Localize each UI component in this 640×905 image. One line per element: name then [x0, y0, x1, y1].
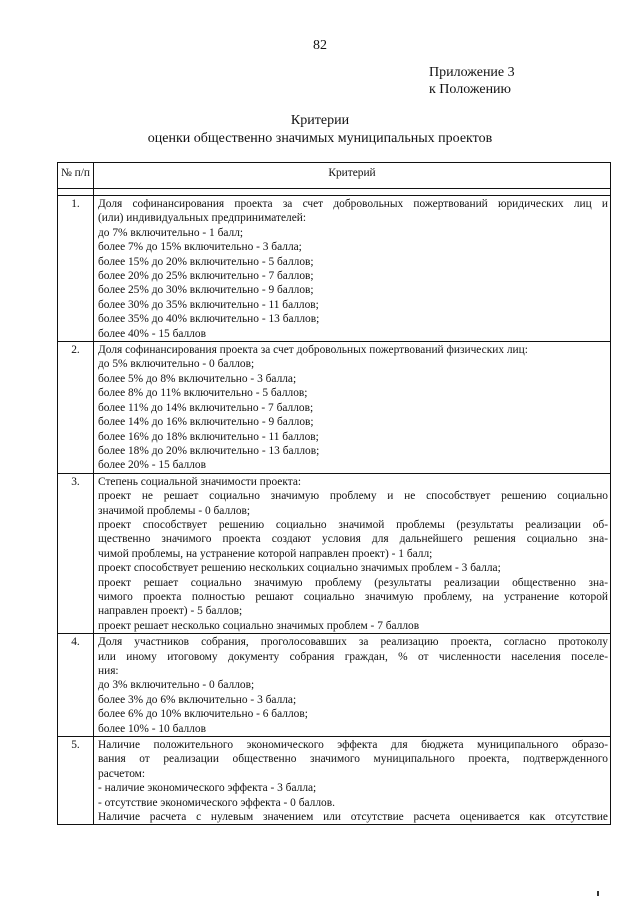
row-number: 5.	[58, 737, 94, 825]
criterion-line: проект способствует решению социально значимой проблемы (результаты реализации об-	[98, 518, 608, 531]
criterion-line: - наличие экономического эффекта - 3 балла;	[98, 782, 317, 795]
row-number: 4.	[58, 634, 94, 737]
criterion-line: более 20% - 15 баллов	[98, 459, 206, 472]
row-number: 2.	[58, 342, 94, 474]
criterion-line: более 8% до 11% включительно - 5 баллов;	[98, 387, 308, 400]
table-row	[58, 634, 611, 737]
table-row	[58, 473, 611, 633]
criterion-line: более 14% до 16% включительно - 9 баллов;	[98, 416, 314, 429]
row-number: 3.	[58, 473, 94, 633]
criterion-line: проект не решает социально значимую проблему и не способствует решению социально	[98, 490, 608, 503]
criterion-line: более 7% до 15% включительно - 3 балла;	[98, 241, 302, 254]
criterion-line: Доля софинансирования проекта за счет добровольных пожертвований физических лиц:	[98, 344, 528, 357]
criterion-line: более 5% до 8% включительно - 3 балла;	[98, 372, 297, 385]
criterion-line: Наличие положительного экономического эффекта для бюджета муниципального образо-	[98, 739, 608, 752]
criterion-line: более 25% до 30% включительно - 9 баллов;	[98, 284, 314, 297]
criterion-line: более 6% до 10% включительно - 6 баллов;	[98, 708, 308, 721]
page-number: 82	[313, 38, 327, 53]
criterion-line: чимой проблемы, на устранение которой направлен проект) - 1 балл;	[98, 547, 433, 560]
criterion-line: значимой проблемы - 0 баллов;	[98, 504, 251, 517]
criterion-line: до 7% включительно - 1 балл;	[98, 226, 244, 239]
criterion-line: Наличие расчета с нулевым значением или отсутствие расчета оценивается как отсутствие	[98, 811, 608, 824]
header-criterion: Критерий	[94, 163, 611, 189]
criterion-line: до 3% включительно - 0 баллов;	[98, 679, 255, 692]
criterion-line: или иному итоговому документу собрания граждан, % от численности населения поселе-	[98, 650, 608, 663]
title-line-1: Критерии	[290, 113, 350, 128]
criterion-line: более 16% до 18% включительно - 11 баллов;	[98, 430, 319, 443]
table-row	[58, 196, 611, 342]
criterion-line: более 20% до 25% включительно - 7 баллов;	[98, 270, 314, 283]
criterion-line: Доля софинансирования проекта за счет добровольных пожертвований юридических лиц и	[98, 198, 608, 210]
table-header-row	[58, 163, 611, 189]
scan-mark	[597, 891, 599, 896]
criterion-line: направлен проект) - 5 баллов;	[98, 605, 243, 618]
criterion-line: ния:	[98, 665, 119, 677]
criterion-line: более 40% - 15 баллов	[98, 327, 206, 340]
table-row	[58, 342, 611, 474]
criterion-cell	[94, 634, 611, 737]
spacer-row	[58, 189, 611, 196]
criterion-line: вания от реализации общественно значимого муниципального проекта, подтвержденного	[98, 753, 608, 766]
criterion-line: более 30% до 35% включительно - 11 баллов;	[98, 298, 319, 311]
criterion-line: более 15% до 20% включительно - 5 баллов;	[98, 255, 314, 268]
criterion-line: (или) индивидуальных предпринимателей:	[98, 212, 307, 225]
table-row	[58, 737, 611, 825]
criterion-line: более 18% до 20% включительно - 13 баллов;	[98, 444, 320, 457]
criterion-line: проект решает социально значимую проблему (результаты реализации общественно зна-	[98, 576, 608, 589]
appendix-note	[429, 64, 515, 98]
criteria-table	[57, 162, 611, 825]
criterion-line: чимого проекта полностью решают социально значимую проблему, на устранение которой	[98, 590, 608, 603]
criterion-line: Доля участников собрания, проголосовавших за реализацию проекта, согласно протоколу	[98, 636, 608, 649]
criterion-line: расчетом:	[98, 767, 146, 780]
criterion-line: до 5% включительно - 0 баллов;	[98, 358, 255, 371]
criterion-cell	[94, 342, 611, 474]
criterion-cell	[94, 196, 611, 342]
criterion-line: щественно значимого проекта создают условия для дальнейшего решения социально зна-	[98, 533, 608, 546]
criterion-line: более 11% до 14% включительно - 7 баллов;	[98, 401, 314, 414]
criterion-line: Степень социальной значимости проекта:	[98, 475, 302, 488]
criterion-line: более 3% до 6% включительно - 3 балла;	[98, 693, 297, 706]
criterion-cell	[94, 473, 611, 633]
criterion-line: более 35% до 40% включительно - 13 баллов;	[98, 313, 320, 326]
criterion-line: проект способствует решению нескольких социально значимых проблем - 3 балла;	[98, 562, 501, 575]
criterion-line: проект решает несколько социально значимых проблем - 7 баллов	[98, 619, 420, 632]
title-line-2: оценки общественно значимых муниципальных проектов	[147, 131, 493, 146]
document-title	[0, 112, 640, 148]
row-number: 1.	[58, 196, 94, 342]
appendix-line-1: Приложение 3	[429, 65, 515, 80]
criterion-line: более 10% - 10 баллов	[98, 722, 206, 735]
header-num: № п/п	[58, 163, 94, 189]
criterion-line: - отсутствие экономического эффекта - 0 баллов.	[98, 796, 335, 809]
appendix-line-2: к Положению	[429, 82, 512, 97]
criterion-cell	[94, 737, 611, 825]
